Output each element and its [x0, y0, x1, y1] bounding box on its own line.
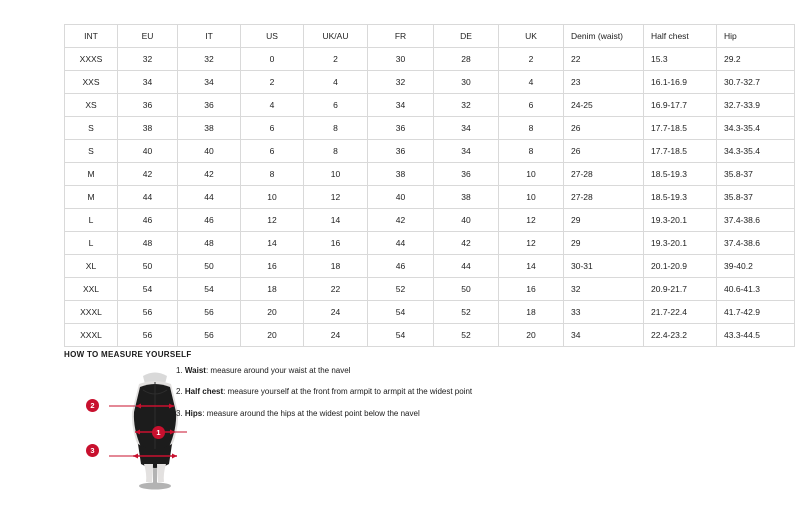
table-row — [65, 117, 795, 140]
callout-bullet-1: 1 — [152, 426, 165, 439]
cell-eu: 38 — [118, 117, 178, 140]
cell-half-chest: 22.4-23.2 — [644, 324, 717, 347]
cell-denim: 24-25 — [564, 94, 644, 117]
step-number: 3. — [176, 408, 183, 418]
cell-us: 18 — [241, 278, 304, 301]
table-row — [65, 163, 795, 186]
cell-eu: 34 — [118, 71, 178, 94]
cell-uk: 12 — [499, 232, 564, 255]
cell-hip: 34.3-35.4 — [717, 117, 795, 140]
cell-hip: 37.4-38.6 — [717, 232, 795, 255]
cell-denim: 29 — [564, 209, 644, 232]
cell-uk: 14 — [499, 255, 564, 278]
cell-de: 40 — [434, 209, 499, 232]
cell-int: L — [65, 232, 118, 255]
cell-denim: 22 — [564, 48, 644, 71]
table-row — [65, 209, 795, 232]
cell-ukau: 24 — [304, 301, 368, 324]
cell-de: 38 — [434, 186, 499, 209]
cell-fr: 36 — [368, 140, 434, 163]
cell-hip: 34.3-35.4 — [717, 140, 795, 163]
step-text: : measure yourself at the front from armpit to armpit at the widest point — [223, 387, 473, 397]
cell-eu: 54 — [118, 278, 178, 301]
cell-int: XL — [65, 255, 118, 278]
cell-denim: 23 — [564, 71, 644, 94]
cell-fr: 34 — [368, 94, 434, 117]
how-to-measure-heading: HOW TO MEASURE YOURSELF — [64, 350, 192, 359]
cell-it: 42 — [178, 163, 241, 186]
cell-uk: 10 — [499, 186, 564, 209]
cell-denim: 27-28 — [564, 186, 644, 209]
cell-denim: 27-28 — [564, 163, 644, 186]
cell-ukau: 6 — [304, 94, 368, 117]
cell-de: 34 — [434, 140, 499, 163]
cell-denim: 30-31 — [564, 255, 644, 278]
cell-it: 32 — [178, 48, 241, 71]
table-row — [65, 140, 795, 163]
cell-uk: 4 — [499, 71, 564, 94]
cell-us: 12 — [241, 209, 304, 232]
cell-hip: 29.2 — [717, 48, 795, 71]
cell-half-chest: 18.5-19.3 — [644, 186, 717, 209]
cell-half-chest: 20.9-21.7 — [644, 278, 717, 301]
table-row — [65, 71, 795, 94]
cell-int: M — [65, 186, 118, 209]
cell-hip: 35.8-37 — [717, 163, 795, 186]
cell-ukau: 18 — [304, 255, 368, 278]
column-header-uk: UK — [499, 25, 564, 48]
cell-de: 52 — [434, 301, 499, 324]
cell-fr: 32 — [368, 71, 434, 94]
cell-us: 6 — [241, 140, 304, 163]
cell-uk: 8 — [499, 117, 564, 140]
table-header-row — [65, 25, 795, 48]
cell-int: XS — [65, 94, 118, 117]
cell-de: 52 — [434, 324, 499, 347]
column-header-eu: EU — [118, 25, 178, 48]
table-row — [65, 48, 795, 71]
cell-fr: 54 — [368, 324, 434, 347]
cell-ukau: 24 — [304, 324, 368, 347]
cell-it: 40 — [178, 140, 241, 163]
table-row — [65, 324, 795, 347]
cell-int: XXXS — [65, 48, 118, 71]
cell-it: 46 — [178, 209, 241, 232]
cell-eu: 56 — [118, 324, 178, 347]
cell-denim: 33 — [564, 301, 644, 324]
cell-hip: 40.6-41.3 — [717, 278, 795, 301]
cell-denim: 26 — [564, 140, 644, 163]
cell-it: 56 — [178, 301, 241, 324]
cell-hip: 35.8-37 — [717, 186, 795, 209]
size-conversion-table — [64, 24, 795, 347]
cell-it: 34 — [178, 71, 241, 94]
cell-eu: 46 — [118, 209, 178, 232]
size-table-container — [64, 24, 760, 347]
cell-us: 6 — [241, 117, 304, 140]
column-header-hip: Hip — [717, 25, 795, 48]
cell-ukau: 8 — [304, 140, 368, 163]
cell-fr: 42 — [368, 209, 434, 232]
measure-steps-list — [176, 366, 596, 430]
cell-uk: 2 — [499, 48, 564, 71]
cell-eu: 32 — [118, 48, 178, 71]
cell-fr: 52 — [368, 278, 434, 301]
cell-eu: 56 — [118, 301, 178, 324]
cell-de: 32 — [434, 94, 499, 117]
cell-fr: 30 — [368, 48, 434, 71]
cell-eu: 44 — [118, 186, 178, 209]
cell-int: S — [65, 117, 118, 140]
cell-it: 36 — [178, 94, 241, 117]
table-row — [65, 301, 795, 324]
cell-hip: 39-40.2 — [717, 255, 795, 278]
cell-denim: 34 — [564, 324, 644, 347]
cell-ukau: 2 — [304, 48, 368, 71]
table-row — [65, 232, 795, 255]
cell-int: XXS — [65, 71, 118, 94]
cell-half-chest: 17.7-18.5 — [644, 140, 717, 163]
cell-int: S — [65, 140, 118, 163]
cell-uk: 8 — [499, 140, 564, 163]
cell-us: 8 — [241, 163, 304, 186]
measure-step-half-chest — [176, 387, 596, 397]
step-number: 2. — [176, 387, 183, 397]
cell-hip: 30.7-32.7 — [717, 71, 795, 94]
step-keyword: Hips — [184, 408, 203, 418]
callout-bullet-2: 2 — [86, 399, 99, 412]
column-header-de: DE — [434, 25, 499, 48]
cell-ukau: 12 — [304, 186, 368, 209]
cell-int: XXXL — [65, 301, 118, 324]
cell-eu: 48 — [118, 232, 178, 255]
cell-de: 36 — [434, 163, 499, 186]
step-keyword: Half chest — [184, 387, 224, 397]
cell-half-chest: 16.1-16.9 — [644, 71, 717, 94]
cell-de: 42 — [434, 232, 499, 255]
cell-fr: 38 — [368, 163, 434, 186]
column-header-us: US — [241, 25, 304, 48]
cell-uk: 18 — [499, 301, 564, 324]
table-row — [65, 186, 795, 209]
cell-fr: 46 — [368, 255, 434, 278]
callout-bullet-3: 3 — [86, 444, 99, 457]
cell-half-chest: 20.1-20.9 — [644, 255, 717, 278]
cell-half-chest: 16.9-17.7 — [644, 94, 717, 117]
cell-hip: 32.7-33.9 — [717, 94, 795, 117]
step-number: 1. — [176, 366, 183, 375]
step-text: : measure around the hips at the widest point below the navel — [202, 408, 420, 418]
cell-fr: 36 — [368, 117, 434, 140]
cell-it: 50 — [178, 255, 241, 278]
step-keyword: Waist — [184, 366, 206, 375]
cell-us: 20 — [241, 301, 304, 324]
cell-half-chest: 19.3-20.1 — [644, 232, 717, 255]
cell-us: 2 — [241, 71, 304, 94]
column-header-ukau: UK/AU — [304, 25, 368, 48]
cell-uk: 6 — [499, 94, 564, 117]
cell-hip: 41.7-42.9 — [717, 301, 795, 324]
column-header-int: INT — [65, 25, 118, 48]
cell-fr: 44 — [368, 232, 434, 255]
cell-us: 0 — [241, 48, 304, 71]
cell-int: M — [65, 163, 118, 186]
cell-denim: 29 — [564, 232, 644, 255]
cell-us: 10 — [241, 186, 304, 209]
cell-us: 20 — [241, 324, 304, 347]
cell-us: 4 — [241, 94, 304, 117]
cell-hip: 43.3-44.5 — [717, 324, 795, 347]
cell-uk: 10 — [499, 163, 564, 186]
column-header-half-chest: Half chest — [644, 25, 717, 48]
cell-ukau: 10 — [304, 163, 368, 186]
cell-uk: 16 — [499, 278, 564, 301]
cell-de: 44 — [434, 255, 499, 278]
cell-it: 44 — [178, 186, 241, 209]
cell-fr: 54 — [368, 301, 434, 324]
cell-eu: 42 — [118, 163, 178, 186]
column-header-denim-waist: Denim (waist) — [564, 25, 644, 48]
cell-ukau: 8 — [304, 117, 368, 140]
cell-hip: 37.4-38.6 — [717, 209, 795, 232]
cell-eu: 40 — [118, 140, 178, 163]
cell-uk: 20 — [499, 324, 564, 347]
cell-de: 50 — [434, 278, 499, 301]
cell-fr: 40 — [368, 186, 434, 209]
cell-eu: 50 — [118, 255, 178, 278]
cell-ukau: 22 — [304, 278, 368, 301]
cell-de: 30 — [434, 71, 499, 94]
cell-half-chest: 15.3 — [644, 48, 717, 71]
cell-us: 14 — [241, 232, 304, 255]
cell-eu: 36 — [118, 94, 178, 117]
cell-uk: 12 — [499, 209, 564, 232]
table-row — [65, 255, 795, 278]
cell-ukau: 14 — [304, 209, 368, 232]
cell-int: L — [65, 209, 118, 232]
column-header-it: IT — [178, 25, 241, 48]
cell-it: 56 — [178, 324, 241, 347]
cell-half-chest: 19.3-20.1 — [644, 209, 717, 232]
cell-denim: 26 — [564, 117, 644, 140]
cell-half-chest: 17.7-18.5 — [644, 117, 717, 140]
measure-step-waist — [176, 366, 596, 376]
table-row — [65, 94, 795, 117]
cell-ukau: 16 — [304, 232, 368, 255]
step-text: : measure around your waist at the navel — [205, 366, 351, 375]
cell-it: 38 — [178, 117, 241, 140]
cell-de: 34 — [434, 117, 499, 140]
measure-step-hips — [176, 409, 596, 419]
cell-ukau: 4 — [304, 71, 368, 94]
cell-de: 28 — [434, 48, 499, 71]
cell-half-chest: 21.7-22.4 — [644, 301, 717, 324]
cell-it: 54 — [178, 278, 241, 301]
column-header-fr: FR — [368, 25, 434, 48]
cell-int: XXXL — [65, 324, 118, 347]
table-row — [65, 278, 795, 301]
cell-int: XXL — [65, 278, 118, 301]
cell-denim: 32 — [564, 278, 644, 301]
cell-half-chest: 18.5-19.3 — [644, 163, 717, 186]
cell-us: 16 — [241, 255, 304, 278]
cell-it: 48 — [178, 232, 241, 255]
